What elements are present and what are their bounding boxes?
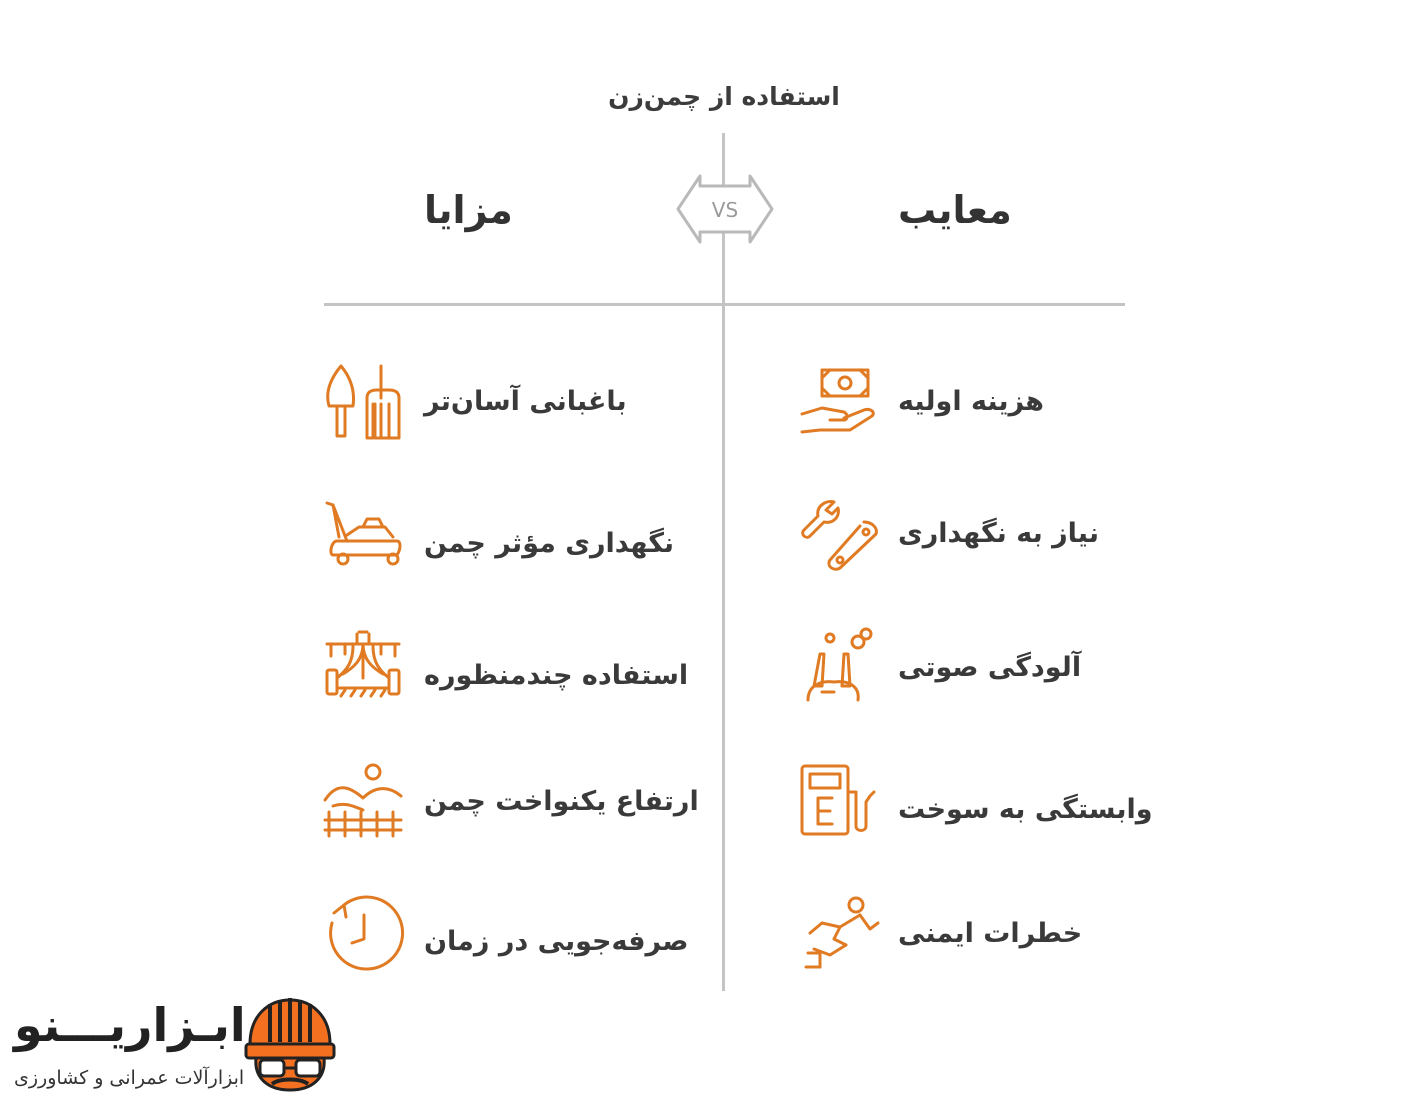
disadvantage-item-1: هزینه اولیه	[898, 386, 1045, 417]
disadvantage-item-4: وابستگی به سوخت	[898, 794, 1153, 825]
disadvantage-item-3: آلودگی صوتی	[898, 652, 1082, 683]
vs-badge	[676, 170, 774, 248]
page-title: استفاده از چمن‌زن	[608, 82, 840, 111]
helmet-logo-icon	[244, 994, 336, 1094]
advantage-item-1: باغبانی آسان‌تر	[424, 386, 627, 417]
factory-pollution-icon	[800, 626, 880, 706]
disadvantages-heading: معایب	[898, 188, 1012, 232]
center-divider	[722, 133, 725, 991]
wrench-icon	[800, 494, 880, 574]
disadvantage-item-2: نیاز به نگهداری	[898, 518, 1099, 549]
advantage-item-4: ارتفاع یکنواخت چمن	[424, 786, 699, 817]
logo-name: ابـزاریـــنو	[14, 998, 246, 1052]
slip-fall-icon	[800, 893, 880, 973]
lawn-mower-icon	[323, 497, 403, 577]
advantage-item-3: استفاده چندمنظوره	[424, 660, 689, 691]
vs-label: VS	[711, 198, 739, 222]
advantage-item-5: صرفه‌جویی در زمان	[424, 926, 689, 957]
money-hand-icon	[800, 364, 880, 444]
header-divider	[324, 303, 1125, 306]
fuel-pump-icon	[800, 762, 880, 842]
landscape-fence-icon	[323, 760, 403, 840]
logo-tagline: ابزارآلات عمرانی و کشاورزی	[14, 1067, 245, 1089]
advantages-heading: مزایا	[424, 188, 513, 232]
disadvantage-item-5: خطرات ایمنی	[898, 918, 1083, 949]
cultivator-icon	[323, 626, 403, 706]
clock-icon	[326, 893, 406, 973]
trowel-fork-icon	[323, 362, 403, 442]
advantage-item-2: نگهداری مؤثر چمن	[424, 528, 675, 559]
